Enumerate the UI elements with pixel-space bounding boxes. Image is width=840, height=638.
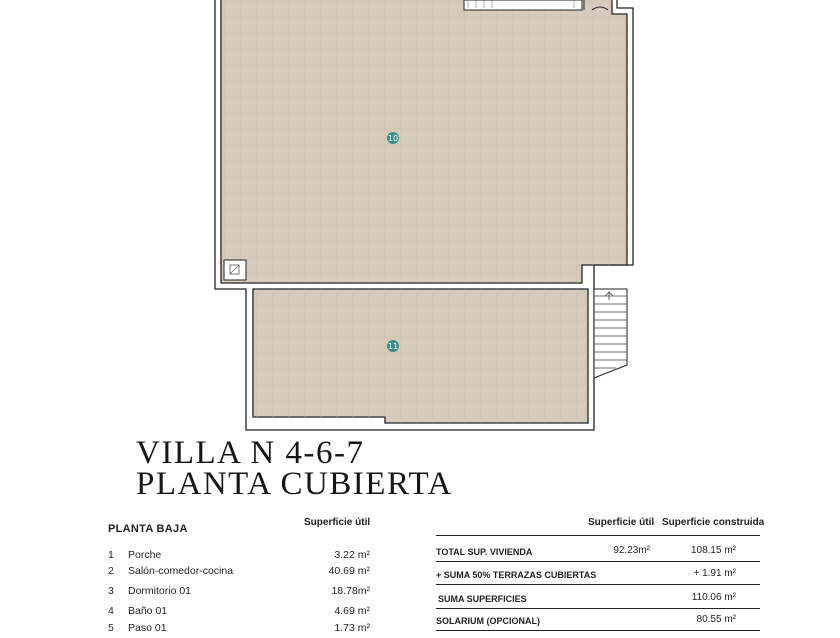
roof-area-11 bbox=[253, 289, 588, 423]
room-name: Paso 01 bbox=[128, 622, 167, 634]
villa-title: VILLA N 4-6-7 bbox=[136, 435, 365, 471]
area-marker-11 bbox=[387, 340, 399, 352]
summary-label: SUMA SUPERFICIES bbox=[438, 594, 527, 604]
room-area: 18.78m² bbox=[331, 585, 370, 597]
summary-label: SOLARIUM (OPCIONAL) bbox=[436, 616, 540, 626]
area-label-10: 10 bbox=[387, 134, 399, 143]
summary-construida: + 1.91 m² bbox=[693, 568, 736, 579]
room-number: 4 bbox=[108, 605, 114, 617]
column-header-superficie-util: Superficie útil bbox=[304, 517, 371, 528]
summary-row bbox=[436, 606, 760, 631]
room-area: 40.69 m² bbox=[328, 565, 370, 577]
room-row bbox=[108, 549, 370, 565]
area-marker-10 bbox=[387, 132, 399, 144]
room-number: 3 bbox=[108, 585, 114, 597]
summary-row bbox=[436, 537, 760, 562]
summary-construida: 110.06 m² bbox=[691, 592, 736, 603]
room-area: 1.73 m² bbox=[334, 622, 370, 634]
room-name: Baño 01 bbox=[128, 605, 168, 617]
room-name: Porche bbox=[128, 549, 162, 561]
room-name: Dormitorio 01 bbox=[128, 585, 192, 597]
staircase bbox=[594, 289, 627, 378]
summary-construida: 80.55 m² bbox=[696, 614, 736, 625]
summary-label: TOTAL SUP. VIVIENDA bbox=[436, 547, 533, 557]
room-number: 1 bbox=[108, 549, 114, 561]
room-row bbox=[108, 585, 370, 601]
plan-subtitle: PLANTA CUBIERTA bbox=[136, 466, 453, 502]
column-header-construida: Superficie construida bbox=[662, 517, 765, 528]
room-row bbox=[108, 565, 370, 581]
room-number: 2 bbox=[108, 565, 114, 577]
room-number: 5 bbox=[108, 622, 114, 634]
section-heading: PLANTA BAJA bbox=[108, 523, 188, 535]
column-header-util: Superficie útil bbox=[588, 517, 655, 528]
summary-util: 92.23m² bbox=[613, 545, 650, 556]
summary-row bbox=[436, 560, 760, 585]
room-area: 3.22 m² bbox=[334, 549, 370, 561]
room-name: Salón-comedor-cocina bbox=[128, 565, 234, 577]
area-label-11: 11 bbox=[387, 342, 399, 351]
summary-label: + SUMA 50% TERRAZAS CUBIERTAS bbox=[436, 570, 597, 580]
summary-construida: 108.15 m² bbox=[690, 545, 736, 556]
room-row bbox=[108, 605, 370, 621]
room-area: 4.69 m² bbox=[334, 605, 370, 617]
room-row bbox=[108, 622, 370, 638]
vent-box bbox=[224, 260, 246, 280]
header-divider bbox=[436, 535, 760, 536]
